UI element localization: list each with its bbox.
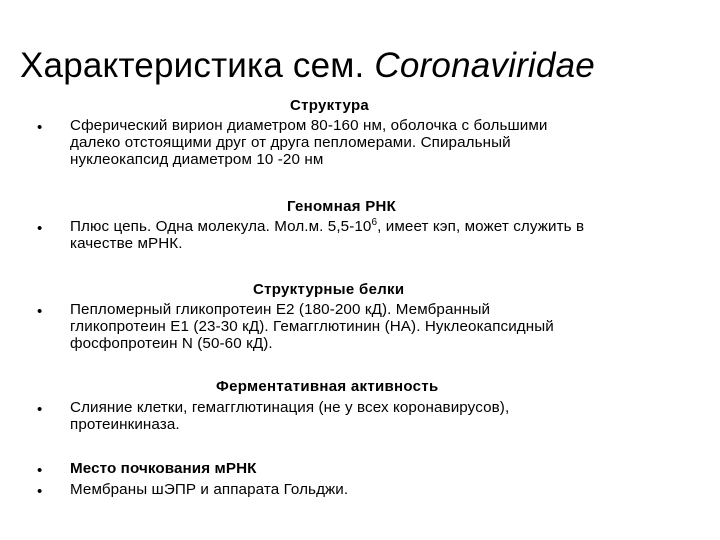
text-line: нуклеокапсид диаметром 10 -20 нм [70,151,324,168]
bullet: • [37,119,43,136]
section-heading-genome: Геномная РНК [287,198,397,215]
bullet: • [37,401,43,418]
slide-title [20,46,595,86]
bullet: • [37,483,43,500]
text-line: Слияние клетки, гемагглютинация (не у всех коронавирусов), [70,399,510,416]
text-line: гликопротеин Е1 (23-30 кД). Гемагглютинин (НА). Нуклеокапсидный [70,318,554,335]
section-heading-enzymes: Ферментативная активность [216,378,439,395]
text-line: Сферический вирион диаметром 80-160 нм, оболочка с большими [70,117,548,134]
text-line [70,218,710,235]
text-line: протеинкиназа. [70,416,180,433]
section-text-genome [70,218,710,252]
text-line: далеко отстоящими друг от друга пепломерами. Спиральный [70,134,511,151]
section-heading-budding: Место почкования мРНК [70,460,257,477]
bullet: • [37,303,43,320]
title-main: Характеристика сем. [20,46,375,85]
section-heading-structure: Структура [290,97,370,114]
section-text-budding [70,481,710,498]
section-heading-budding-line [70,460,710,477]
section-text-structure [70,117,710,168]
text-line: фосфопротеин N (50-60 кД). [70,335,273,352]
text-line: качестве мРНК. [70,235,183,252]
text-line: Мембраны шЭПР и аппарата Гольджи. [70,481,349,498]
section-text-enzymes [70,399,710,433]
superscript: 6 [371,216,378,228]
text-fragment: Плюс цепь. Одна молекула. Мол.м. 5,5-10 [70,218,372,235]
section-heading-proteins: Структурные белки [253,281,405,298]
text-line: Пепломерный гликопротеин Е2 (180-200 кД). Мембранный [70,301,491,318]
text-fragment: , имеет кэп, может служить в [377,218,585,235]
bullet: • [37,220,43,237]
section-text-proteins [70,301,710,352]
title-italic: Coronaviridae [374,46,595,85]
bullet: • [37,462,43,479]
